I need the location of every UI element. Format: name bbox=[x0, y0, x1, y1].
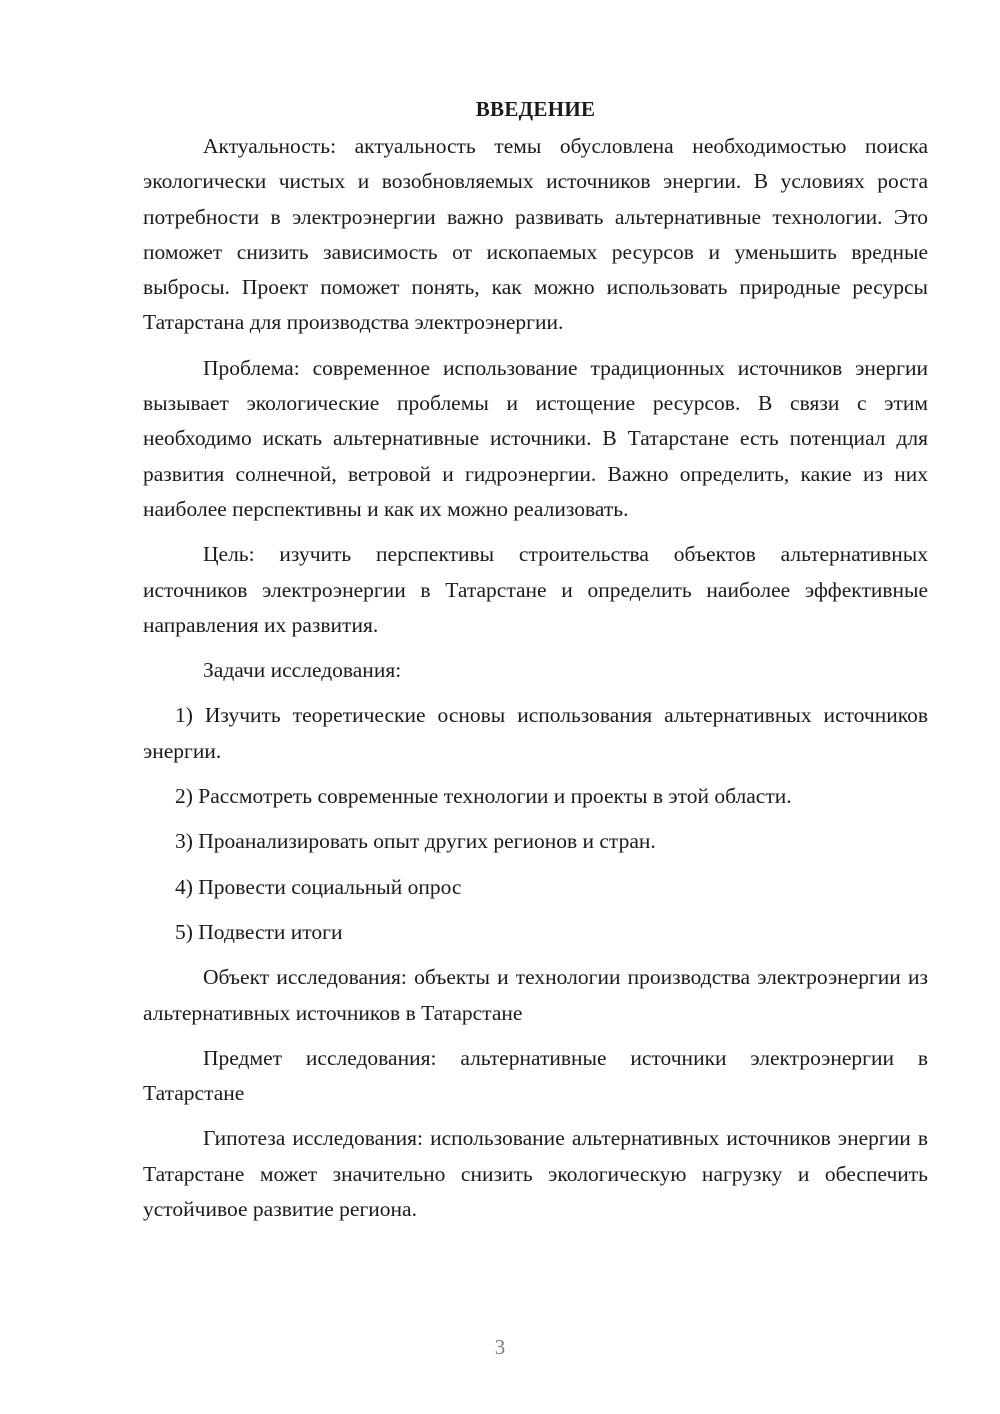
document-page bbox=[143, 92, 928, 1237]
relevance-paragraph: Актуальность: актуальность темы обусловлена необходимостью поиска экологически чистых и возобновляемых источников энергии. В условиях роста потребности в электроэнергии важно развивать альтернативные технологии. Это поможет снизить зависимость от ископаемых ресурсов и уменьшить вредные выбросы. Проект поможет понять, как можно использовать природные ресурсы Татарстана для производства электроэнергии. bbox=[143, 134, 928, 335]
page-title: ВВЕДЕНИЕ bbox=[475, 97, 596, 121]
list-item: 3) Проанализировать опыт других регионов и стран. bbox=[175, 829, 656, 854]
goal-paragraph: Цель: изучить перспективы строительства объектов альтернативных источников электроэнергии в Татарстане и определить наиболее эффективные направления их развития. bbox=[143, 542, 928, 637]
tasks-heading: Задачи исследования: bbox=[203, 658, 402, 683]
list-item: 4) Провести социальный опрос bbox=[175, 874, 462, 899]
problem-paragraph: Проблема: современное использование традиционных источников энергии вызывает экологические проблемы и истощение ресурсов. В связи с этим необходимо искать альтернативные источники. В Татарстане есть потенциал для развития солнечной, ветровой и гидроэнергии. Важно определить, какие из них наиболее перспективны и как их можно реализовать. bbox=[143, 355, 928, 521]
list-item: 1) Изучить теоретические основы использования альтернативных источников энергии. bbox=[143, 703, 928, 763]
hypothesis-paragraph: Гипотеза исследования: использование альтернативных источников энергии в Татарстане может значительно снизить экологическую нагрузку и обеспечить устойчивое развитие региона. bbox=[143, 1126, 928, 1222]
tasks-list bbox=[143, 698, 928, 950]
object-paragraph: Объект исследования: объекты и технологии производства электроэнергии из альтернативных источников в Татарстане bbox=[143, 965, 928, 1025]
list-item: 5) Подвести итоги bbox=[175, 919, 343, 944]
subject-paragraph: Предмет исследования: альтернативные источники электроэнергии в Татарстане bbox=[143, 1045, 928, 1106]
list-item: 2) Рассмотреть современные технологии и проекты в этой области. bbox=[175, 784, 792, 809]
page-number: 3 bbox=[494, 1335, 506, 1359]
